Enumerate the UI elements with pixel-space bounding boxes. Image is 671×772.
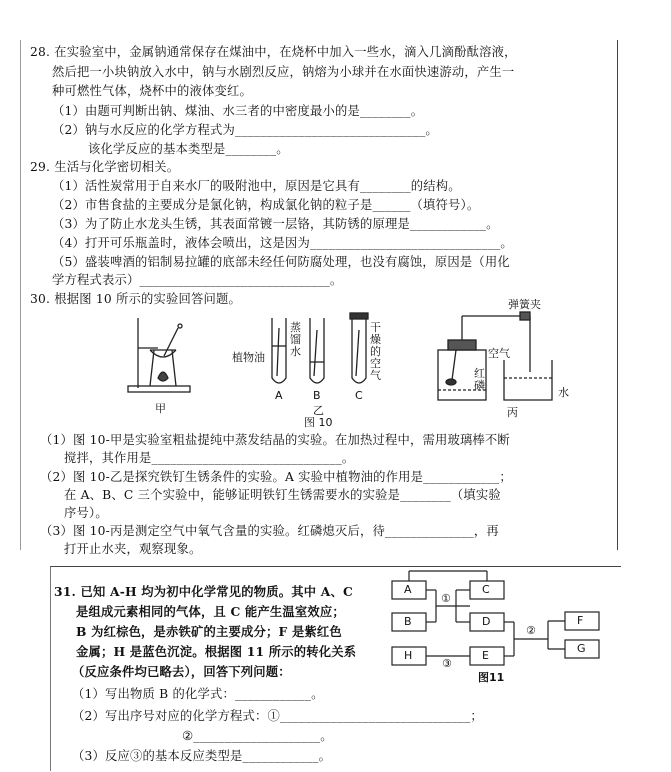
- q31-line-3: B 为红棕色，是赤铁矿的主要成分；F 是紫红色: [76, 624, 342, 639]
- fig10-tube-a: A: [275, 389, 283, 402]
- fig11-node-c: C: [482, 583, 490, 596]
- q28-sub-1: （1）由题可判断出钠、煤油、水三者的中密度最小的是________。: [52, 104, 424, 118]
- q28-sub-2: （2）钠与水反应的化学方程式为______________________________。: [52, 123, 438, 137]
- fig11-reaction-1: ①: [441, 592, 451, 605]
- fig10-tube-c: C: [355, 389, 363, 402]
- fig10-label-yi: 乙: [313, 404, 324, 417]
- fig11-reaction-3: ③: [442, 657, 452, 670]
- fig11-node-d: D: [482, 615, 491, 628]
- fig10-label-dry-air: 干燥的空气: [370, 321, 381, 382]
- q30-sub-1b: 搅拌，其作用是______________________________。: [64, 451, 355, 465]
- fig10-caption: 图 10: [304, 416, 333, 429]
- fig11-node-e: E: [482, 649, 489, 662]
- fig10-label-distilled-water: 蒸馏水: [290, 321, 301, 358]
- q31-sub-3: （3）反应③的基本反应类型是____________。: [72, 749, 332, 763]
- q29-line-1: 29. 生活与化学密切相关。: [30, 160, 180, 174]
- fig11-node-b: B: [404, 615, 412, 628]
- fig10-label-phosphorus: 红磷: [474, 367, 485, 392]
- q31-sub-2b: ②____________________。: [182, 729, 333, 743]
- q30-sub-3b: 打开止水夹，观察现象。: [64, 542, 202, 556]
- q29-sub-4: （4）打开可乐瓶盖时，液体会喷出，这是因为______________________________。: [52, 236, 513, 250]
- fig11-node-g: G: [577, 642, 586, 655]
- fig10-label-jia: 甲: [155, 402, 166, 415]
- q31-sub-2: （2）写出序号对应的化学方程式：①______________________________；: [72, 709, 483, 723]
- q30-sub-2c: 序号）。: [64, 506, 108, 520]
- q28-line-2: 然后把一小块钠放入水中，钠与水剧烈反应，钠熔为小球并在水面快速游动，产生一: [52, 65, 515, 79]
- fig10-label-oil: 植物油: [232, 351, 265, 364]
- q31-line-2: 是组成元素相同的气体，且 C 能产生温室效应；: [76, 604, 345, 619]
- q30-line-1: 30. 根据图 10 所示的实验回答问题。: [30, 292, 241, 306]
- q30-sub-1: （1）图 10-甲是实验室粗盐提纯中蒸发结晶的实验。在加热过程中，需用玻璃棒不断: [40, 433, 510, 447]
- q30-sub-2: （2）图 10-乙是探究铁钉生锈条件的实验。A 实验中植物油的作用是____________；: [40, 470, 512, 484]
- q29-sub-5b: 学方程式表示）______________________________。: [52, 273, 343, 287]
- fig10-label-water: 水: [558, 386, 569, 399]
- fig11-reaction-2: ②: [526, 624, 536, 637]
- q29-sub-5: （5）盛装啤酒的铝制易拉罐的底部未经任何防腐处理，也没有腐蚀，原因是（用化: [52, 255, 510, 269]
- q31-line-1: 31. 已知 A-H 均为初中化学常见的物质。其中 A、C: [54, 584, 353, 599]
- q28-line-3: 种可燃性气体，烧杯中的液体变红。: [52, 84, 252, 98]
- fig11-caption: 图11: [478, 671, 505, 684]
- fig11-node-a: A: [404, 583, 412, 596]
- q30-sub-2b: 在 A、B、C 三个实验中，能够证明铁钉生锈需要水的实验是________（填实验: [64, 488, 501, 502]
- q31-line-4: 金属；H 是蓝色沉淀。根据图 11 所示的转化关系: [76, 644, 357, 659]
- fig10-label-bing: 丙: [507, 406, 518, 419]
- q29-sub-1: （1）活性炭常用于自来水厂的吸附池中，原因是它具有________的结构。: [52, 179, 461, 193]
- q31-line-5: （反应条件均已略去），回答下列问题：: [72, 664, 291, 679]
- q28-line-1: 28. 在实验室中，金属钠通常保存在煤油中，在烧杯中加入一些水，滴入几滴酚酞溶液，: [30, 45, 517, 59]
- fig11-node-h: H: [404, 649, 413, 662]
- q31-sub-1: （1）写出物质 B 的化学式：____________。: [72, 687, 324, 701]
- fig10-label-air: 空气: [488, 347, 510, 360]
- q29-sub-3: （3）为了防止水龙头生锈，其表面常镀一层铬，其防锈的原理是____________。: [52, 217, 499, 231]
- q29-sub-2: （2）市售食盐的主要成分是氯化钠，构成氯化钠的粒子是______（填符号）。: [52, 198, 480, 212]
- fig10-tube-b: B: [313, 389, 321, 402]
- fig10-label-clip: 弹簧夹: [508, 298, 541, 311]
- q30-sub-3: （3）图 10-丙是测定空气中氧气含量的实验。红磷熄灭后，待______________，再: [40, 524, 499, 538]
- q28-sub-2b: 该化学反应的基本类型是________。: [88, 142, 289, 156]
- fig11-node-f: F: [577, 614, 584, 627]
